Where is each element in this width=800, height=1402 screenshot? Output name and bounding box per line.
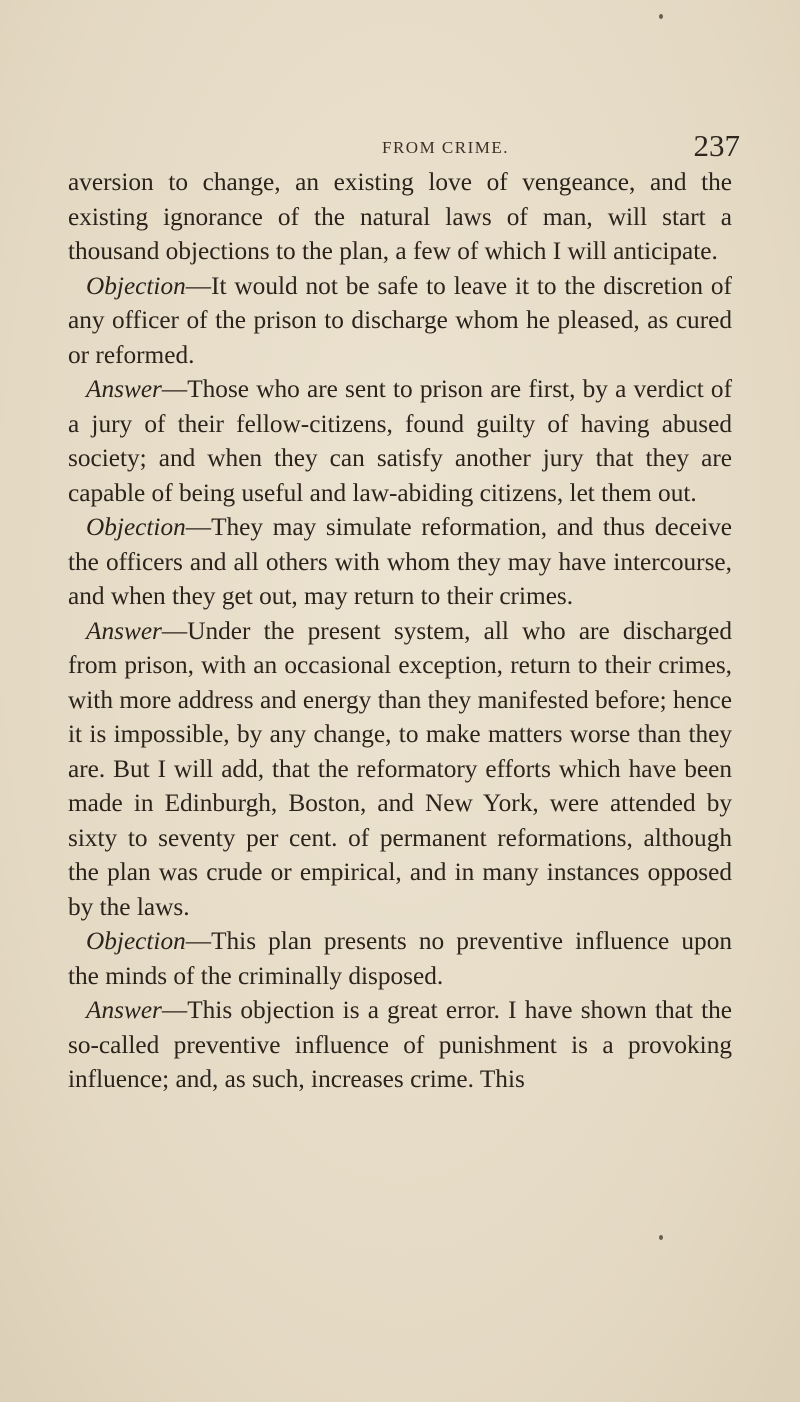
- paragraph-answer-1: [68, 372, 732, 510]
- bottom-ink-mark: [659, 1235, 663, 1240]
- paragraph-objection-2: [68, 510, 732, 614]
- top-ink-mark: [659, 14, 663, 19]
- paragraph-text: —This objection is a great error. I have shown that the so-called preventive influence of punishment is a provoking influence; and, as such, increases crime. This: [68, 996, 732, 1093]
- paragraph-text: —It would not be safe to leave it to the discretion of any officer of the prison to discharge whom he pleased, as cured or reformed.: [68, 271, 732, 369]
- paragraph-objection-3: [68, 924, 732, 993]
- running-head: FROM CRIME.: [382, 138, 510, 157]
- page-number: 237: [693, 128, 740, 163]
- paragraph-label: Answer: [86, 996, 162, 1024]
- paragraph-answer-2: [68, 614, 732, 925]
- paragraph-text: —This plan presents no preventive influence upon the minds of the criminally disposed.: [68, 927, 732, 990]
- paragraph-label: Answer: [86, 616, 162, 645]
- paragraph-label: Answer: [86, 375, 162, 403]
- paragraph-objection-1: [68, 269, 732, 373]
- paragraph-answer-3: [68, 993, 732, 1097]
- intro-paragraph: aversion to change, an existing love of vengeance, and the existing ignorance of the natural laws of man, will start a thousand objections to the plan, a few of which I will anticipate.: [68, 168, 732, 265]
- paragraph-text: —Those who are sent to prison are first, by a verdict of a jury of their fellow-citizens, found guilty of having abused society; and when they can satisfy another jury that they are capable of being useful and law-abiding citizens, let them out.: [68, 375, 732, 507]
- paragraph-text: —They may simulate reformation, and thus deceive the officers and all others with whom they may have intercourse, and when they get out, may return to their crimes.: [68, 513, 732, 610]
- paragraph-label: Objection: [86, 513, 186, 541]
- paragraph-label: Objection: [86, 271, 186, 300]
- paragraph-label: Objection: [86, 927, 186, 955]
- paragraph-text: —Under the present system, all who are discharged from prison, with an occasional exception, return to their crimes, with more address and energy than they manifested before; hence it is impossible, by any change, to make matters worse than they are. But I will add, that the reformatory efforts which have been made in Edinburgh, Boston, and New York, were attended by sixty to seventy per cent. of permanent reformations, although the plan was crude or empirical, and in many instances opposed by the laws.: [68, 616, 732, 921]
- body-text: [68, 165, 732, 1097]
